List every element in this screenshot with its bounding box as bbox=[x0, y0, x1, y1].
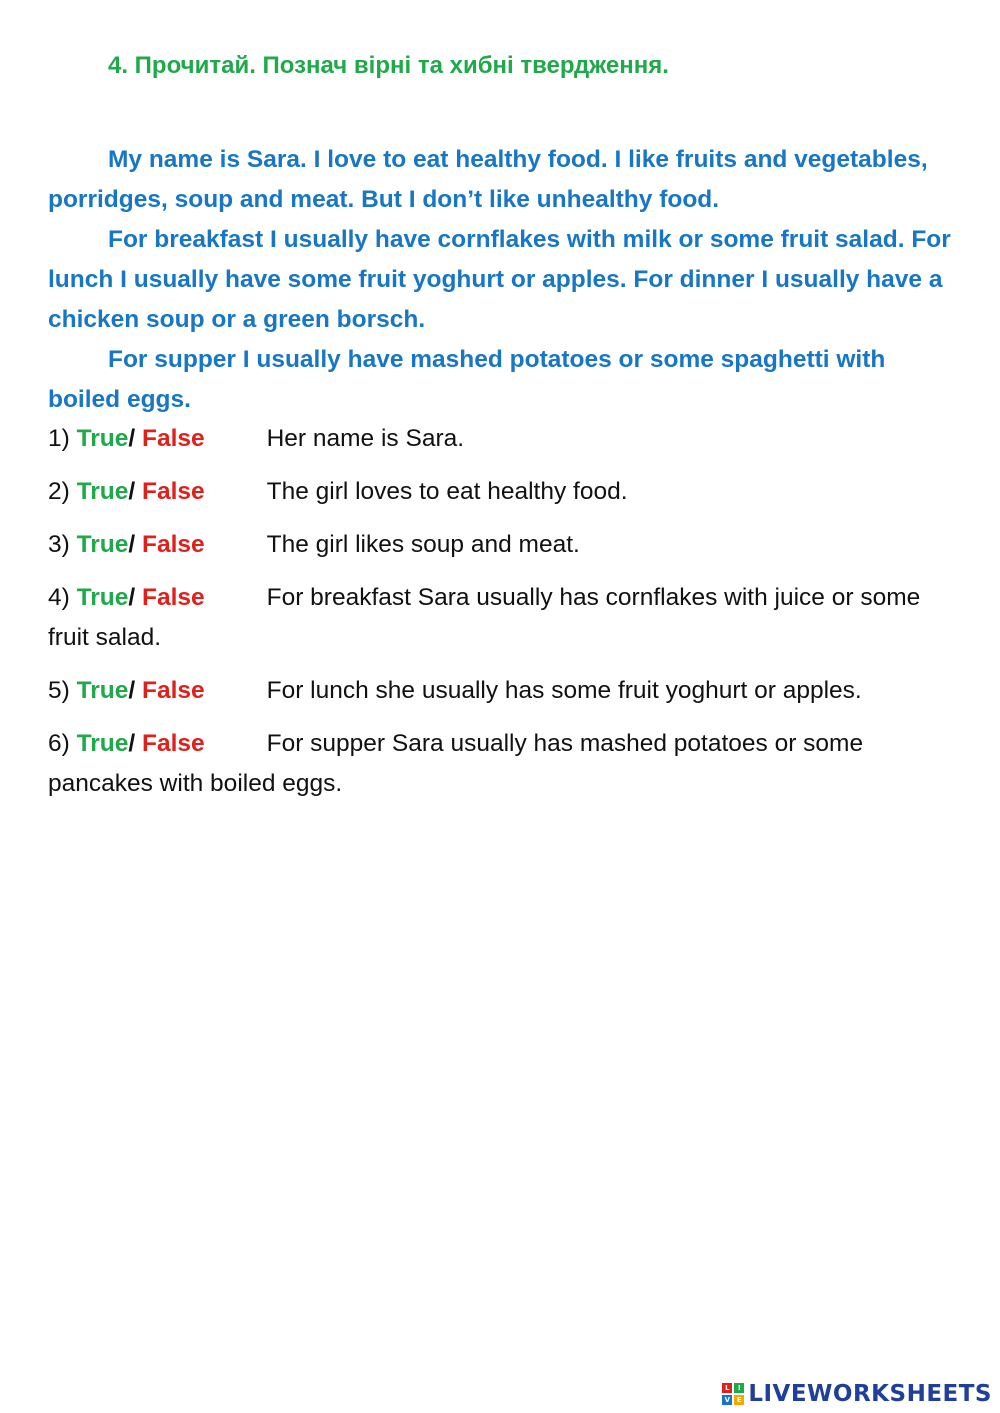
true-false-choice bbox=[77, 472, 267, 512]
question-statement: The girl loves to eat healthy food. bbox=[266, 478, 628, 505]
question-item-6 bbox=[48, 724, 953, 804]
question-item-2 bbox=[48, 472, 953, 512]
option-separator: / bbox=[128, 677, 136, 704]
question-statement: The girl likes soup and meat. bbox=[266, 531, 580, 558]
reading-paragraph: My name is Sara. I love to eat healthy food. I like fruits and vegetables, porridges, soup and meat. But I don’t like unhealthy food. bbox=[48, 146, 928, 213]
true-false-choice bbox=[77, 671, 267, 711]
question-number: 6) bbox=[48, 730, 70, 757]
task-title: 4. Прочитай. Познач вірні та хибні твердження. bbox=[108, 52, 669, 79]
question-statement: For breakfast Sara usually has cornflakes with juice or some fruit salad. bbox=[48, 584, 921, 651]
true-option[interactable]: True bbox=[76, 478, 129, 505]
question-statement: For supper Sara usually has mashed potatoes or some pancakes with boiled eggs. bbox=[48, 730, 864, 797]
question-number: 2) bbox=[48, 478, 70, 505]
question-number: 4) bbox=[48, 584, 70, 611]
true-option[interactable]: True bbox=[76, 584, 129, 611]
question-item-4 bbox=[48, 578, 953, 658]
true-option[interactable]: True bbox=[76, 425, 129, 452]
reading-paragraph: For supper I usually have mashed potatoes or some spaghetti with boiled eggs. bbox=[48, 346, 886, 413]
false-option[interactable]: False bbox=[141, 425, 205, 452]
question-number: 5) bbox=[48, 677, 70, 704]
logo-tile: L bbox=[722, 1383, 732, 1393]
logo-text: LIVEWORKSHEETS bbox=[748, 1381, 992, 1407]
true-false-choice bbox=[77, 578, 267, 618]
option-separator: / bbox=[128, 584, 136, 611]
logo-tile: E bbox=[734, 1395, 744, 1405]
logo-tile: V bbox=[722, 1395, 732, 1405]
option-separator: / bbox=[128, 425, 136, 452]
true-false-choice bbox=[77, 724, 267, 764]
question-number: 3) bbox=[48, 531, 70, 558]
false-option[interactable]: False bbox=[141, 677, 205, 704]
logo-icon bbox=[722, 1383, 744, 1405]
reading-paragraph: For breakfast I usually have cornflakes with milk or some fruit salad. For lunch I usually have some fruit yoghurt or apples. For dinner I usually have a chicken soup or a green borsch. bbox=[48, 226, 951, 333]
true-false-choice bbox=[77, 419, 267, 459]
false-option[interactable]: False bbox=[141, 730, 205, 757]
question-statement: Her name is Sara. bbox=[266, 425, 465, 452]
option-separator: / bbox=[128, 730, 136, 757]
question-item-3 bbox=[48, 525, 953, 565]
true-false-list bbox=[48, 419, 953, 817]
liveworksheets-logo bbox=[722, 1381, 992, 1407]
option-separator: / bbox=[128, 531, 136, 558]
reading-text bbox=[48, 140, 953, 420]
question-item-5 bbox=[48, 671, 953, 711]
false-option[interactable]: False bbox=[141, 478, 205, 505]
logo-tile: I bbox=[734, 1383, 744, 1393]
true-option[interactable]: True bbox=[76, 531, 129, 558]
true-option[interactable]: True bbox=[76, 730, 129, 757]
question-item-1 bbox=[48, 419, 953, 459]
true-false-choice bbox=[77, 525, 267, 565]
true-option[interactable]: True bbox=[76, 677, 129, 704]
false-option[interactable]: False bbox=[141, 531, 205, 558]
option-separator: / bbox=[128, 478, 136, 505]
question-statement: For lunch she usually has some fruit yoghurt or apples. bbox=[266, 677, 862, 704]
question-number: 1) bbox=[48, 425, 70, 452]
false-option[interactable]: False bbox=[141, 584, 205, 611]
